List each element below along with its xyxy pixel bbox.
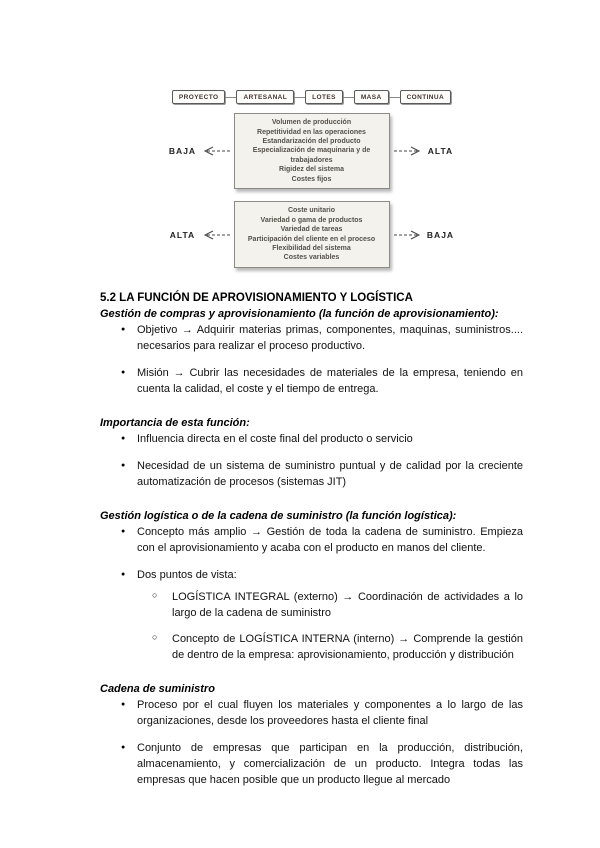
production-process-diagram (100, 90, 523, 268)
spectrum-left-label: ALTA (169, 229, 196, 240)
spectrum-right-label: BAJA (426, 229, 455, 240)
sub-bullet-text: LOGÍSTICA INTEGRAL (externo) → Coordinación de actividades a lo largo de la cadena de suministro (172, 590, 523, 619)
page-title: 5.2 LA FUNCIÓN DE APROVISIONAMIENTO Y LOGÍSTICA (100, 291, 413, 304)
bullet-text: Proceso por el cual fluyen los materiales y componentes a lo largo de las organizaciones, desde los proveedores hasta el cliente final (137, 698, 523, 727)
section-title: Gestión logística o de la cadena de suministro (la función logística): (100, 509, 457, 522)
process-type-row (100, 90, 523, 104)
dashed-arrow-left-icon (202, 146, 232, 156)
process-type-box: CONTINUA (400, 90, 452, 104)
sub-bullet-item (137, 589, 523, 621)
characteristic-line: Variedad o gama de productos (260, 216, 363, 224)
sub-bullet-item (137, 631, 523, 663)
connector-line (343, 97, 354, 98)
section-title: Gestión de compras y aprovisionamiento (la función de aprovisionamiento): (100, 307, 499, 320)
bullet-text: Dos puntos de vista: (137, 568, 237, 581)
bullet-item (100, 524, 523, 556)
characteristic-line: Volumen de producción (271, 119, 352, 127)
characteristic-line: Participación del cliente en el proceso (247, 235, 376, 243)
section-title: Cadena de suministro (100, 682, 215, 695)
characteristic-line: Rigidez del sistema (279, 166, 344, 174)
bullet-text: Necesidad de un sistema de suministro puntual y de calidad por la creciente automatización de procesos (sistemas JIT) (137, 459, 523, 488)
spectrum-row-1 (100, 113, 523, 189)
bullet-item (100, 567, 523, 663)
characteristic-line: Especialización de maquinaria y de trabajadores (252, 147, 371, 164)
spectrum-row-2 (100, 201, 523, 268)
bullet-item (100, 697, 523, 729)
characteristics-box (234, 113, 390, 189)
characteristic-line: Costes variables (283, 254, 340, 262)
bullet-item (100, 458, 523, 490)
section-aprovisionamiento (100, 306, 523, 397)
connector-line (225, 97, 236, 98)
process-type-box: PROYECTO (172, 90, 226, 104)
bullet-text: Concepto más amplio → Gestión de toda la cadena de suministro. Empieza con el aprovisionamiento y acaba con el producto en manos del cliente. (137, 525, 523, 554)
bullet-item (100, 740, 523, 788)
section-logistica (100, 508, 523, 663)
characteristic-line: Estandarización del producto (262, 138, 361, 146)
characteristic-line: Flexibilidad del sistema (272, 244, 351, 252)
bullet-item (100, 365, 523, 397)
characteristics-box (234, 201, 390, 268)
bullet-text: Misión → Cubrir las necesidades de materiales de la empresa, teniendo en cuenta la calidad, el coste y el tiempo de entrega. (137, 366, 523, 395)
sub-bullet-text: Concepto de LOGÍSTICA INTERNA (interno) → Comprende la gestión de dentro de la empresa: aprovisionamiento, producción y distribución (172, 632, 523, 661)
characteristic-line: Variedad de tareas (280, 226, 343, 234)
bullet-item (100, 431, 523, 447)
characteristic-line: Coste unitario (287, 207, 336, 215)
section-title: Importancia de esta función: (100, 416, 250, 429)
characteristic-line: Costes fijos (291, 175, 332, 183)
bullet-text: Objetivo → Adquirir materias primas, componentes, maquinas, suministros.... necesarios para realizar el proceso productivo. (137, 323, 523, 352)
spectrum-left-label: BAJA (168, 146, 197, 157)
dashed-arrow-right-icon (392, 230, 422, 240)
connector-line (294, 97, 305, 98)
characteristic-line: Repetitividad en las operaciones (257, 128, 366, 136)
dashed-arrow-left-icon (202, 230, 232, 240)
bullet-text: Conjunto de empresas que participan en la producción, distribución, almacenamiento, y comercialización de un producto. Integra todas las empresas que hacen posible que un producto llegue al mercado (137, 741, 523, 786)
connector-line (389, 97, 400, 98)
process-type-box: MASA (354, 90, 389, 104)
section-importancia (100, 415, 523, 490)
bullet-text: Influencia directa en el coste final del producto o servicio (137, 432, 413, 445)
bullet-item (100, 322, 523, 354)
process-type-box: ARTESANAL (236, 90, 294, 104)
section-cadena-suministro (100, 681, 523, 788)
dashed-arrow-right-icon (392, 146, 422, 156)
spectrum-right-label: ALTA (427, 146, 454, 157)
process-type-box: LOTES (305, 90, 343, 104)
